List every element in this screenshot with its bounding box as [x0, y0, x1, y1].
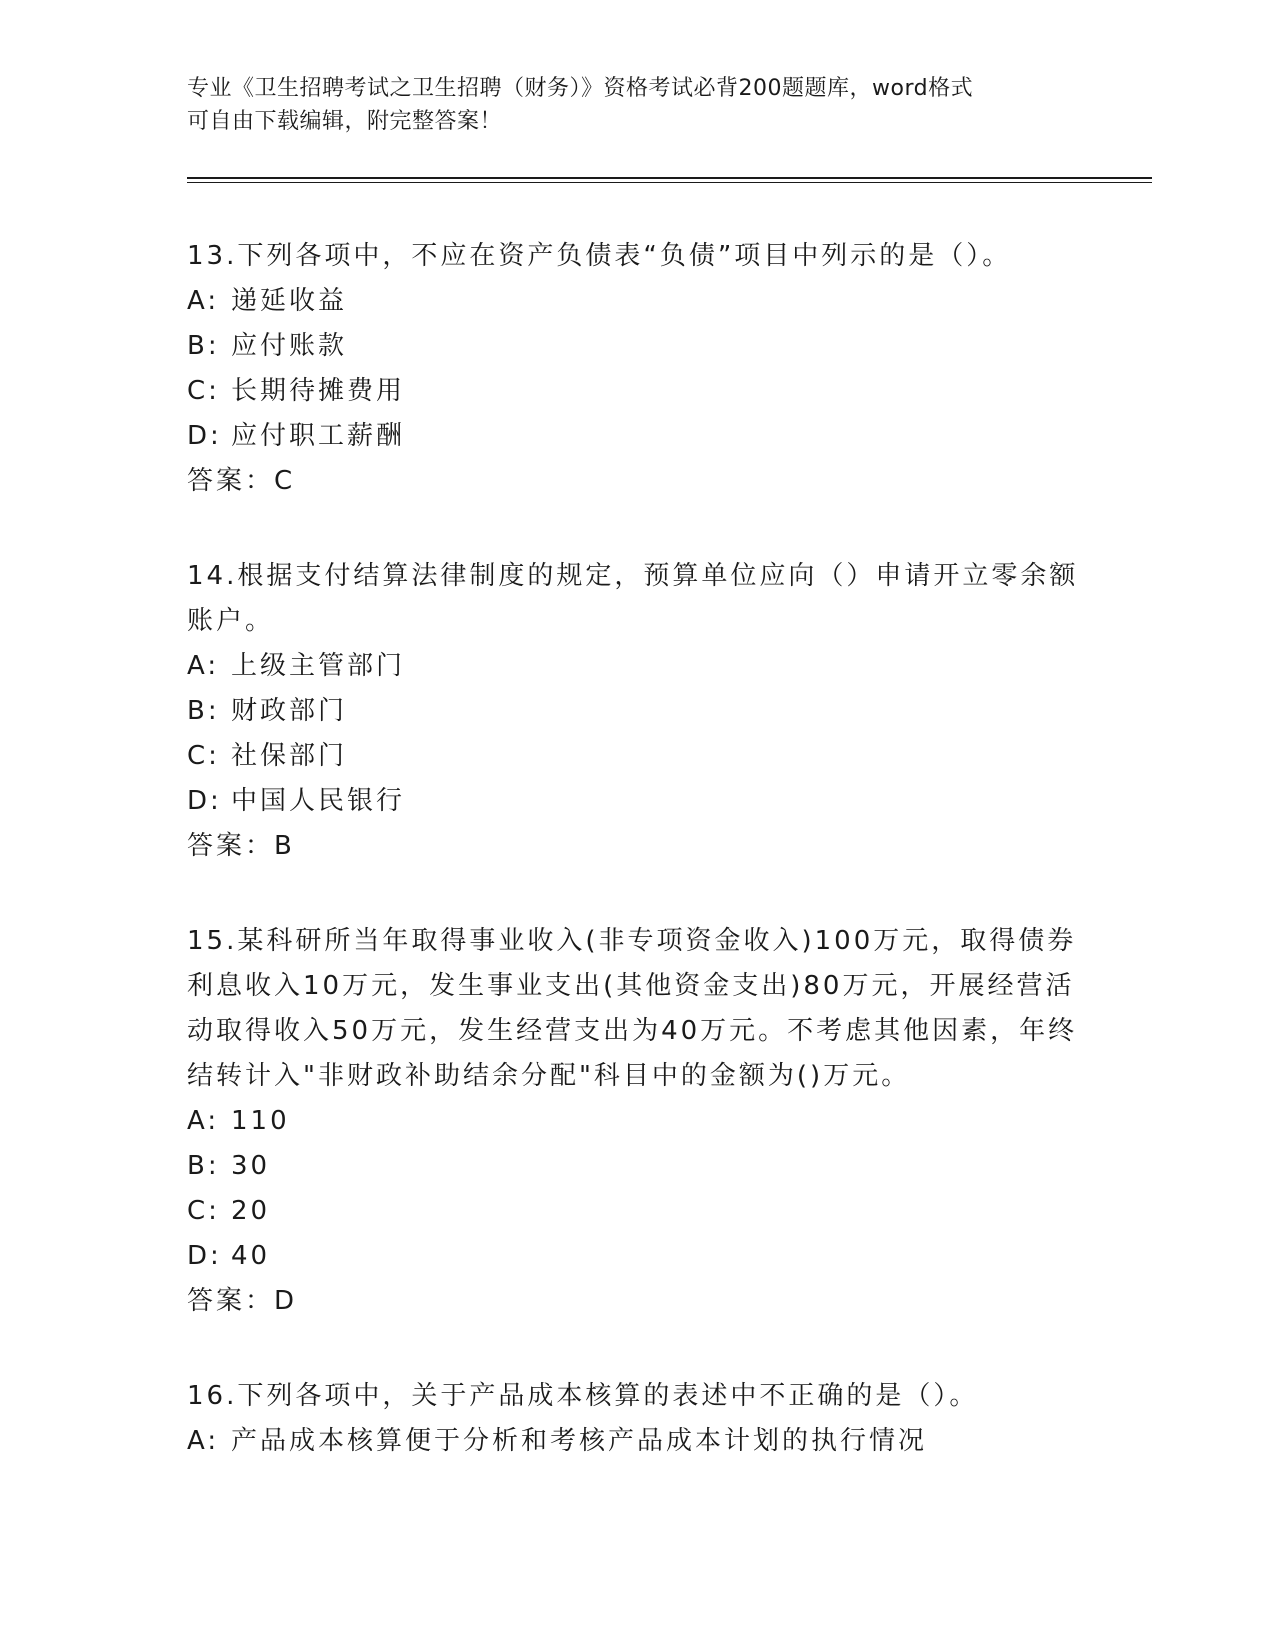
option-d [187, 779, 1082, 824]
option-text: 110 [231, 1106, 290, 1136]
document-header [187, 72, 1077, 138]
option-text: 40 [231, 1241, 271, 1271]
option-letter: B: [187, 696, 220, 726]
option-letter: B: [187, 1151, 220, 1181]
option-text: 应付职工薪酬 [231, 421, 406, 451]
answer-line: 答案：D [187, 1286, 298, 1316]
question-15 [187, 919, 1082, 1324]
header-divider-thin [187, 182, 1152, 183]
option-letter: A: [187, 1106, 220, 1136]
option-letter: C: [187, 376, 220, 406]
header-divider-thick [187, 177, 1152, 179]
option-letter: C: [187, 741, 220, 771]
option-c [187, 734, 1082, 779]
option-text: 长期待摊费用 [231, 376, 406, 406]
option-text: 递延收益 [231, 286, 348, 316]
question-stem: 13.下列各项中，不应在资产负债表“负债”项目中列示的是（）。 [187, 241, 1012, 271]
option-letter: C: [187, 1196, 220, 1226]
question-stem: 15.某科研所当年取得事业收入(非专项资金收入)100万元，取得债券利息收入10万元，发生事业支出(其他资金支出)80万元，开展经营活动取得收入50万元，发生经营支出为40万元。不考虑其他因素，年终结转计入"非财政补助结余分配"科目中的金额为()万元。 [187, 926, 1078, 1091]
answer-line: 答案：B [187, 831, 295, 861]
option-letter: B: [187, 331, 220, 361]
option-text: 中国人民银行 [231, 786, 406, 816]
option-text: 20 [231, 1196, 271, 1226]
option-text: 30 [231, 1151, 271, 1181]
option-letter: A: [187, 1426, 220, 1456]
option-letter: A: [187, 651, 220, 681]
option-a [187, 1419, 1082, 1464]
option-d [187, 414, 1082, 459]
option-c [187, 1189, 1082, 1234]
option-text: 社保部门 [231, 741, 348, 771]
question-16 [187, 1374, 1082, 1464]
option-b [187, 324, 1082, 369]
option-b [187, 1144, 1082, 1189]
option-text: 上级主管部门 [231, 651, 406, 681]
option-letter: D: [187, 421, 222, 451]
option-b [187, 689, 1082, 734]
option-a [187, 1099, 1082, 1144]
question-stem: 14.根据支付结算法律制度的规定，预算单位应向（）申请开立零余额账户。 [187, 561, 1079, 636]
header-line-1: 专业《卫生招聘考试之卫生招聘（财务）》资格考试必背200题题库，word格式 [187, 76, 974, 101]
question-stem: 16.下列各项中，关于产品成本核算的表述中不正确的是（）。 [187, 1381, 979, 1411]
option-text: 产品成本核算便于分析和考核产品成本计划的执行情况 [231, 1426, 928, 1456]
option-letter: D: [187, 786, 222, 816]
header-line-2: 可自由下载编辑，附完整答案！ [187, 109, 503, 134]
option-letter: A: [187, 286, 220, 316]
option-c [187, 369, 1082, 414]
question-13 [187, 234, 1082, 504]
option-a [187, 279, 1082, 324]
option-text: 财政部门 [231, 696, 348, 726]
answer-line: 答案：C [187, 466, 296, 496]
question-list [187, 234, 1082, 1514]
option-d [187, 1234, 1082, 1279]
option-letter: D: [187, 1241, 222, 1271]
question-14 [187, 554, 1082, 869]
option-a [187, 644, 1082, 689]
option-text: 应付账款 [231, 331, 348, 361]
